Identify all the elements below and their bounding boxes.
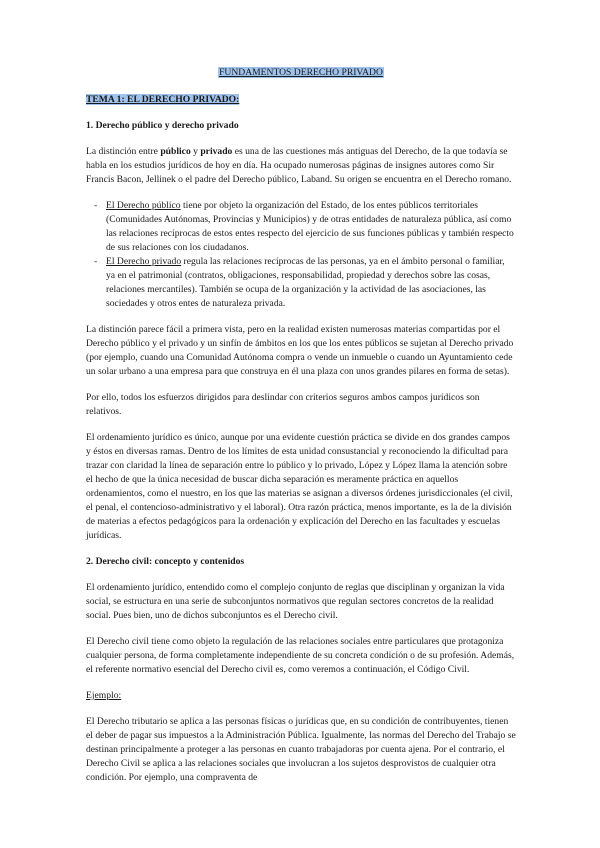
intro-text-mid: y	[190, 146, 201, 157]
definitions-list	[86, 199, 516, 311]
chapter-heading	[86, 93, 516, 107]
section-2-heading: 2. Derecho civil: concepto y contenidos	[86, 556, 245, 567]
section-1-heading: 1. Derecho público y derecho privado	[86, 120, 239, 131]
definition-text: tiene por objeto la organización del Estado, de los entes públicos territoriales (Comunidades Autónomas, Provincias y Municipios) y de otras entidades de naturaleza pública, así como las relaciones recíprocas de estos entes respecto del ejercicio de sus funciones públicas y también respecto de sus relaciones con los ciudadanos.	[106, 200, 514, 253]
intro-text-start: La distinción entre	[86, 146, 161, 157]
intro-text-end: es una de las cuestiones más antiguas del Derecho, de la que todavía se habla en los estudios jurídicos de hoy en día. Ha ocupado numerosas páginas de insignes autores como Sir Francis Bacon, Jellinek o el padre del Derecho público, Laband. Su origen se encuentra en el Derecho romano.	[86, 146, 512, 185]
section-2-paragraph-3: El Derecho tributario se aplica a las personas físicas o jurídicas que, en su condición de contribuyentes, tienen el deber de pagar sus impuestos a la Administración Pública. Igualmente, las normas del Derecho del Trabajo se destinan principalmente a proteger a las personas en cuanto trabajadoras por cuenta ajena. Por el contrario, el Derecho Civil se aplica a las relaciones sociales que involucran a los sujetos desprovistos de cualquier otra condición. Por ejemplo, una compraventa de	[86, 716, 516, 783]
section-1-paragraph-2: La distinción parece fácil a primera vista, pero en la realidad existen numerosas materias compartidas por el Derecho público y el privado y un sinfín de ámbitos en los que los entes públicos se sujetan al Derecho privado (por ejemplo, cuando una Comunidad Autónoma compra o vende un inmueble o cuando un Ayuntamiento cede un solar urbano a una empresa para que construya en él una plaza con unos grandes pilares en forma de setas).	[86, 324, 514, 377]
document-content	[86, 66, 516, 797]
definition-derecho-privado	[86, 255, 516, 311]
definition-derecho-publico	[86, 199, 516, 255]
section-1-intro	[86, 145, 516, 187]
document-title	[86, 66, 516, 80]
example-label: Ejemplo:	[86, 690, 122, 701]
section-1-paragraph-3: Por ello, todos los esfuerzos dirigidos para deslindar con criterios seguros ambos campos jurídicos son relativos.	[86, 392, 480, 417]
section-2-paragraph-2: El Derecho civil tiene como objeto la regulación de las relaciones sociales entre particulares que protagoniza cualquier persona, de forma completamente independiente de su concreta condición o de su profesión. Además, el referente normativo esencial del Derecho civil es, como veremos a continuación, el Código Civil.	[86, 636, 515, 675]
intro-bold-publico: público	[160, 146, 191, 157]
definition-term: El Derecho privado	[106, 256, 182, 267]
definition-term: El Derecho público	[106, 200, 181, 211]
section-2-paragraph-1: El ordenamiento jurídico, entendido como el complejo conjunto de reglas que disciplinan y organizan la vida social, se estructura en una serie de subconjuntos normativos que regulan sectores concretos de la realidad social. Pues bien, uno de dichos subconjuntos es el Derecho civil.	[86, 582, 505, 621]
section-1-paragraph-4: El ordenamiento jurídico es único, aunque por una evidente cuestión práctica se divide en dos grandes campos y éstos en diversas ramas. Dentro de los límites de esta unidad consustancial y reconociendo la dificultad para trazar con claridad la línea de separación entre lo público y lo privado, López y López llama la atención sobre el hecho de que la única necesidad de buscar dicha separación es meramente práctica en aquellos ordenamientos, como el nuestro, en los que las materias se asignan a diversos órdenes jurisdiccionales (el civil, el penal, el contencioso-administrativo y el laboral). Otra razón práctica, menos importante, es la de la división de materias a efectos pedagógicos para la ordenación y explicación del Derecho en las facultades y escuelas jurídicas.	[86, 432, 513, 541]
definition-text: regula las relaciones recíprocas de las personas, ya en el ámbito personal o familiar, ya en el patrimonial (contratos, obligaciones, responsabilidad, propiedad y derechos sobre las cosas, relaciones mercantiles). También se ocupa de la organización y la actividad de las asociaciones, las sociedades y otros entes de naturaleza privada.	[106, 256, 505, 309]
document-title-text: FUNDAMENTOS DERECHO PRIVADO	[219, 67, 383, 78]
intro-bold-privado: privado	[200, 146, 233, 157]
chapter-heading-text: TEMA 1: EL DERECHO PRIVADO:	[86, 94, 240, 105]
